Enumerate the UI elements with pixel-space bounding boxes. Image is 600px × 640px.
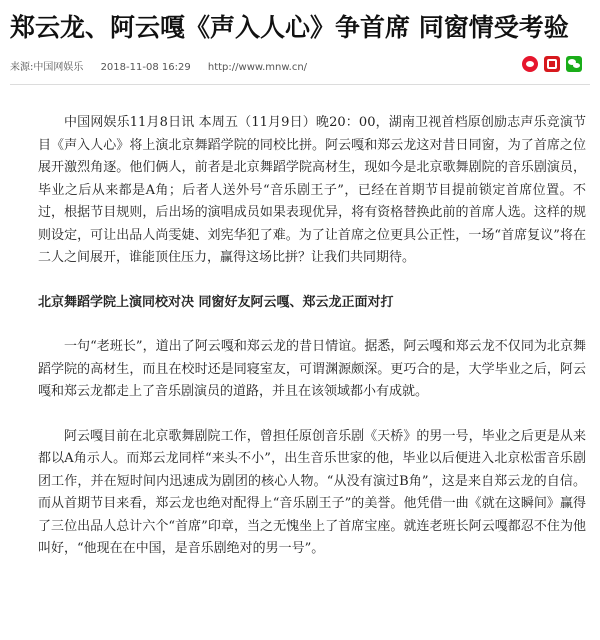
paragraph-1: 中国网娱乐11月8日讯 本周五（11月9日）晚20：00，湖南卫视首档原创励志声乐竞演节目《声入人心》将上演北京舞蹈学院的同校比拼。阿云嘎和郑云龙这对昔日同窗，为了首席之位展开激烈角逐。他们俩人，前者是北京舞蹈学院高材生，现如今是北京歌舞剧院的音乐剧演员，毕业之后从来都是A角；后者人送外号“音乐剧王子”，已经在首期节目提前锁定首席位置。不过，根据节目规则，后出场的演唱成员如果表现优异，将有资格替换此前的首席人选。这样的规则设定，可让出品人尚雯婕、刘宪华犯了难。为了让首席之位更具公正性，一场“首席复议”将在二人之间展开，谁能顶住压力，赢得这场比拼？让我们共同期待。 <box>38 115 586 265</box>
article-title: 郑云龙、阿云嘎《声入人心》争首席 同窗情受考验 <box>10 13 569 42</box>
paragraph-2: 一句“老班长”，道出了阿云嘎和郑云龙的昔日情谊。据悉，阿云嘎和郑云龙不仅同为北京舞蹈学院的高材生，而且在校时还是同寝室友，可谓渊源颇深。更巧合的是，大学毕业之后，阿云嘎和郑云龙都走上了音乐剧演员的道路，并且在该领域都小有成就。 <box>38 339 586 399</box>
qzone-icon[interactable] <box>544 56 560 72</box>
paragraph-3: 阿云嘎目前在北京歌舞剧院工作，曾担任原创音乐剧《天桥》的男一号，毕业之后更是从来都以A角示人。而郑云龙同样“来头不小”，出生音乐世家的他，毕业以后便进入北京松雷音乐剧团工作，并在短时间内迅速成为剧团的核心人物。“从没有演过B角”，这是来自郑云龙的自信。而从首期节目来看，郑云龙也绝对配得上“音乐剧王子”的美誉。他凭借一曲《就在这瞬间》赢得了三位出品人总计六个“首席”印章，当之无愧坐上了首席宝座。就连老班长阿云嘎都忍不住为他叫好，“他现在在中国，是音乐剧绝对的男一号”。 <box>38 428 586 556</box>
article-datetime: 2018-11-08 16:29 <box>100 62 191 73</box>
section-subhead: 北京舞蹈学院上演同校对决 同窗好友阿云嘎、郑云龙正面对打 <box>38 294 394 310</box>
divider <box>10 84 590 85</box>
article-source: 来源:中国网娱乐 <box>10 62 84 73</box>
wechat-icon[interactable] <box>566 56 582 72</box>
source-url-link[interactable]: http://www.mnw.cn/ <box>207 62 308 73</box>
article-body <box>38 112 586 561</box>
share-bar <box>522 56 582 72</box>
article-meta <box>10 58 590 76</box>
weibo-icon[interactable] <box>522 56 538 72</box>
